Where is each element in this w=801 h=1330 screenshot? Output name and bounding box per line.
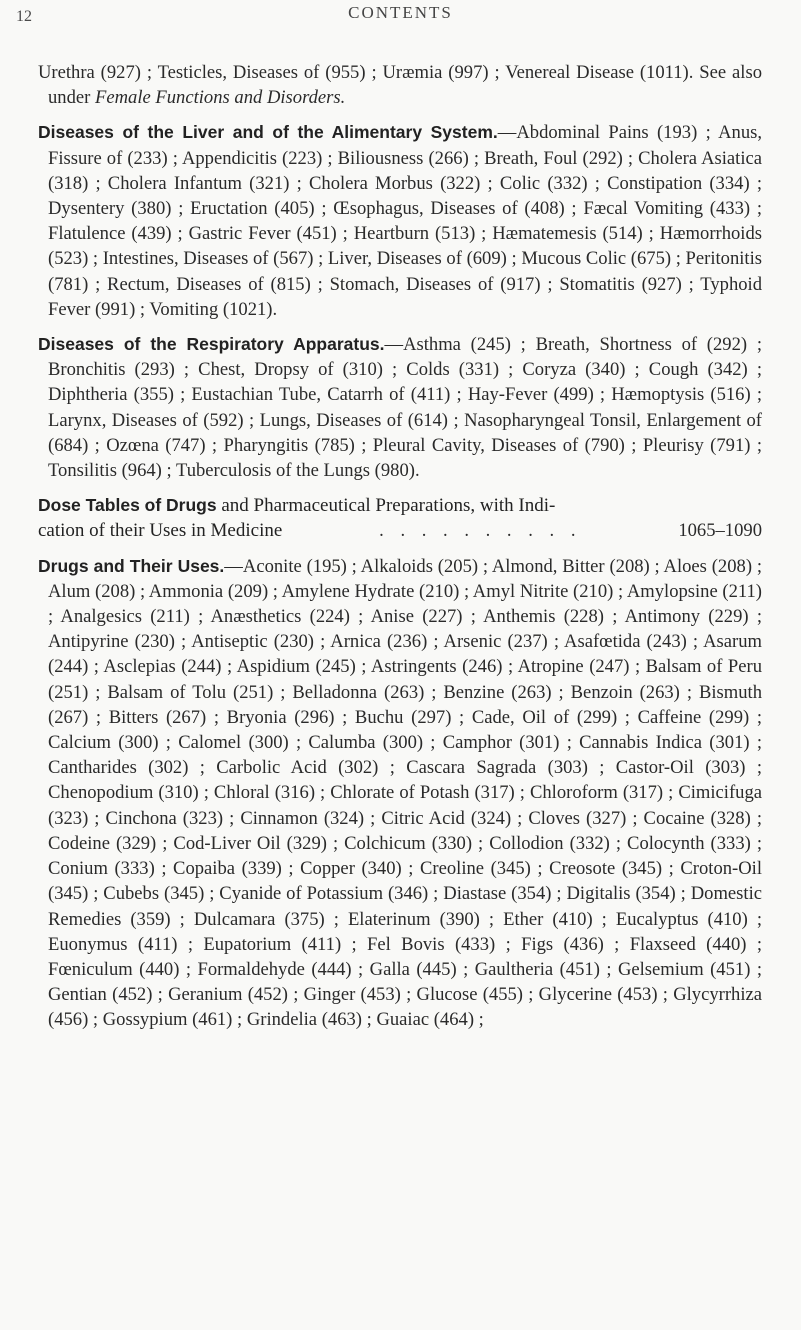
dose-heading: Dose Tables of Drugs [38, 495, 217, 516]
contents-body [38, 60, 762, 1033]
dose-body-line2: cation of their Uses in Medicine [38, 520, 283, 542]
liver-heading: Diseases of the Liver and of the Alimentary System. [38, 122, 498, 143]
dose-page-range: 1065–1090 [678, 520, 762, 542]
dot-leader: . . . . . . . . . . [379, 520, 582, 542]
respiratory-section [38, 332, 762, 483]
drugs-heading: Drugs and Their Uses. [38, 555, 225, 576]
dose-body-line1: and Pharmaceutical Preparations, with Indi- [216, 495, 556, 517]
page-number: 12 [16, 8, 32, 25]
drugs-section [38, 554, 762, 1033]
respiratory-body: —Asthma (245) ; Breath, Shortness of (292) ; Bronchitis (293) ; Chest, Dropsy of (310) ; Colds (331) ; Coryza (340) ; Cough (342) ; Diphtheria (355) ; Eustachian Tube, Catarrh of (411) ; Hay-Fever (499) ; Hæmoptysis (516) ; Larynx, Diseases of (592) ; Lungs, Diseases of (614) ; Nasopharyngeal Tonsil, Enlargement of (684) ; Ozœna (747) ; Pharyngitis (785) ; Pleural Cavity, Diseases of (790) ; Pleurisy (791) ; Tonsilitis (964) ; Tuberculosis of the Lungs (980). [48, 334, 762, 482]
dose-section [38, 493, 762, 543]
liver-body: —Abdominal Pains (193) ; Anus, Fissure of (233) ; Appendicitis (223) ; Biliousness (266) ; Breath, Foul (292) ; Cholera Asiatica (318) ; Cholera Infantum (321) ; Cholera Morbus (322) ; Colic (332) ; Constipation (334) ; Dysentery (380) ; Eructation (405) ; Œsophagus, Diseases of (408) ; Fæcal Vomiting (433) ; Flatulence (439) ; Gastric Fever (451) ; Heartburn (513) ; Hæmatemesis (514) ; Hæmorrhoids (523) ; Intestines, Diseases of (567) ; Liver, Diseases of (609) ; Mucous Colic (675) ; Peritonitis (781) ; Rectum, Diseases of (815) ; Stomach, Diseases of (917) ; Stomatitis (927) ; Typhoid Fever (991) ; Vomiting (1021). [48, 122, 762, 320]
running-head: CONTENTS [348, 3, 453, 22]
urethra-entry [38, 60, 762, 110]
urethra-italic-reference: Female Functions and Disorders. [94, 87, 346, 109]
urethra-text: Urethra (927) ; Testicles, Diseases of (955) ; Uræmia (997) ; Venereal Disease (1011). See also under [38, 62, 762, 109]
drugs-body: —Aconite (195) ; Alkaloids (205) ; Almond, Bitter (208) ; Aloes (208) ; Alum (208) ; Ammonia (209) ; Amylene Hydrate (210) ; Amyl Nitrite (210) ; Amylopsine (211) ; Analgesics (211) ; Anæsthetics (224) ; Anise (227) ; Anthemis (228) ; Antimony (229) ; Antipyrine (230) ; Antiseptic (230) ; Arnica (236) ; Arsenic (237) ; Asafœtida (243) ; Asarum (244) ; Asclepias (244) ; Aspidium (245) ; Astringents (246) ; Atropine (247) ; Balsam of Peru (251) ; Balsam of Tolu (251) ; Belladonna (263) ; Benzine (263) ; Benzoin (263) ; Bismuth (267) ; Bitters (267) ; Bryonia (296) ; Buchu (297) ; Cade, Oil of (299) ; Caffeine (299) ; Calcium (300) ; Calomel (300) ; Calumba (300) ; Camphor (301) ; Cannabis Indica (301) ; Cantharides (302) ; Carbolic Acid (302) ; Cascara Sagrada (303) ; Castor-Oil (303) ; Chenopodium (310) ; Chloral (316) ; Chlorate of Potash (317) ; Chloroform (317) ; Cimicifuga (323) ; Cinchona (323) ; Cinnamon (324) ; Citric Acid (324) ; Cloves (327) ; Cocaine (328) ; Codeine (329) ; Cod-Liver Oil (329) ; Colchicum (330) ; Collodion (332) ; Colocynth (333) ; Conium (333) ; Copaiba (339) ; Copper (340) ; Creoline (345) ; Creosote (345) ; Croton-Oil (345) ; Cubebs (345) ; Cyanide of Potassium (346) ; Diastase (354) ; Digitalis (354) ; Domestic Remedies (359) ; Dulcamara (375) ; Elaterinum (390) ; Ether (410) ; Eucalyptus (410) ; Euonymus (411) ; Eupatorium (411) ; Fel Bovis (433) ; Figs (436) ; Flaxseed (440) ; Fœniculum (440) ; Formaldehyde (444) ; Galla (445) ; Gaultheria (451) ; Gelsemium (451) ; Gentian (452) ; Geranium (452) ; Ginger (453) ; Glucose (455) ; Glycerine (453) ; Glycyrrhiza (456) ; Gossypium (461) ; Grindelia (463) ; Guaiac (464) ; [48, 555, 763, 1031]
respiratory-heading: Diseases of the Respiratory Apparatus. [38, 334, 385, 355]
liver-section [38, 120, 762, 322]
